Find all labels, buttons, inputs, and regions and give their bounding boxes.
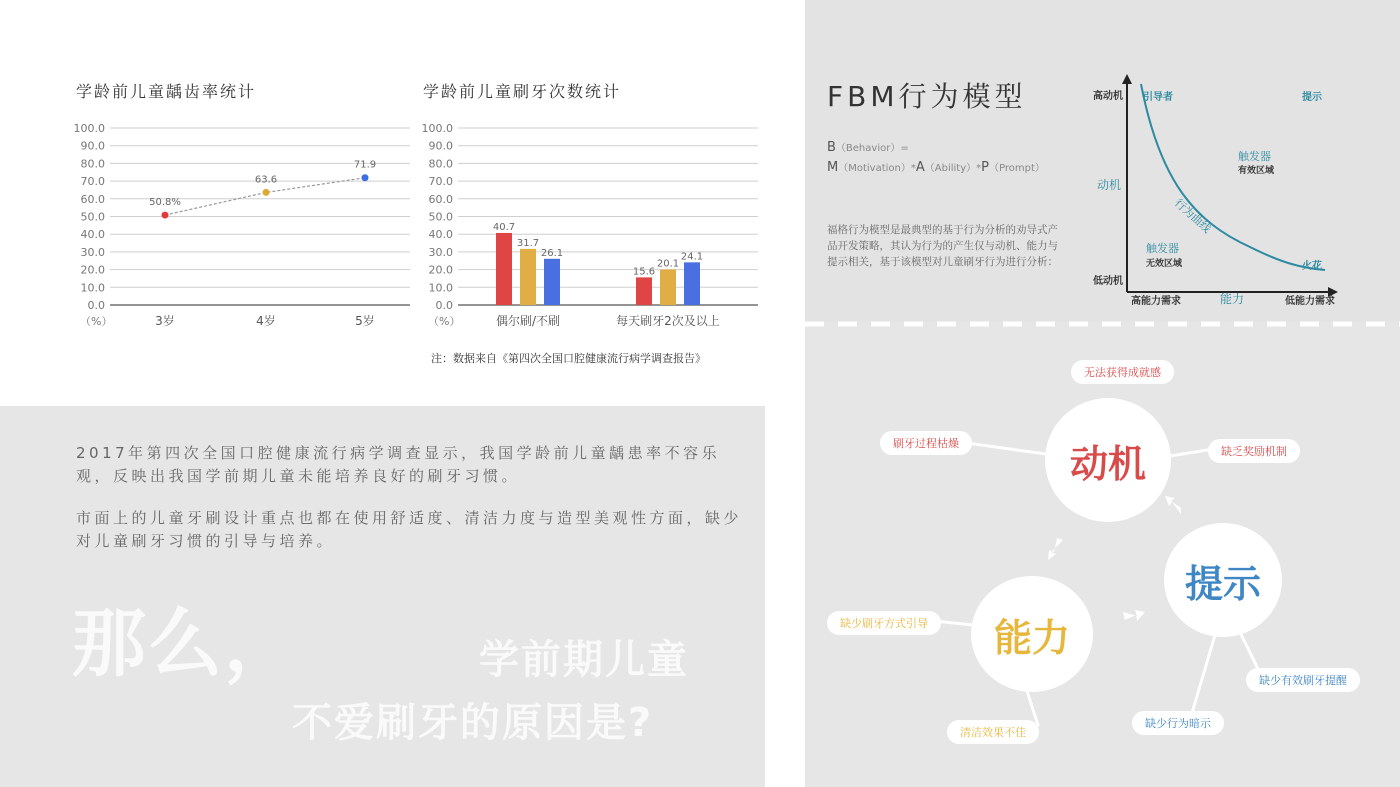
prompt-label: 提示	[1302, 92, 1322, 103]
fbm-title: FBM行为模型	[827, 80, 1027, 113]
data-label: 15.6	[632, 266, 656, 278]
y-tick-label: 90.0	[428, 139, 453, 153]
y-tick-label: 20.0	[80, 263, 105, 277]
y-tick-label: 80.0	[428, 157, 453, 171]
y-tick-label: 0.0	[435, 299, 453, 312]
x-high-label: 高能力需求	[1131, 296, 1181, 307]
y-tick-label: 70.0	[428, 175, 453, 189]
y-axis-arrow-icon	[1122, 74, 1132, 84]
y-tick-label: 90.0	[80, 139, 105, 153]
y-tick-label: 60.0	[80, 192, 105, 206]
trigger-effective-label: 触发器	[1238, 150, 1271, 163]
chart2-title: 学龄前儿童刷牙次数统计	[423, 82, 622, 101]
y-tick-label: 80.0	[80, 157, 105, 171]
fbm-formula-line1	[827, 139, 909, 155]
y-tick-label: 10.0	[80, 281, 105, 295]
formula-a: A	[915, 160, 925, 175]
y-low-label: 低动机	[1093, 276, 1123, 287]
formula-p: P	[981, 160, 989, 175]
x-low-label: 低能力需求	[1285, 296, 1335, 307]
pill-no-cue: 缺少行为暗示	[1132, 711, 1224, 735]
motivation-circle	[1045, 398, 1171, 522]
pill-no-method-guide: 缺少刷牙方式引导	[827, 611, 941, 635]
x-axis-label: 能力	[1220, 292, 1245, 306]
data-label: 24.1	[680, 251, 704, 263]
y-tick-label: 20.0	[428, 263, 453, 277]
y-tick-label: 60.0	[428, 192, 453, 206]
bar	[660, 269, 676, 305]
y-axis-label: 动机	[1097, 178, 1122, 192]
y-tick-label: 40.0	[80, 228, 105, 242]
data-point	[263, 189, 270, 196]
fbm-formula-line2	[827, 159, 1045, 175]
y-tick-label: 0.0	[87, 299, 105, 312]
fbm-description: 福格行为模型是最典型的基于行为分析的劝导式产品开发策略，其认为行为的产生仅与动机、能力与提示相关，基于该模型对儿童刷牙行为进行分析：	[827, 224, 1058, 268]
prompt-label: 提示	[1184, 561, 1261, 606]
arrow-motivation-to-ability-icon	[1048, 538, 1063, 560]
formula-m-sub: （Motivation）*	[838, 163, 916, 174]
dashed-divider	[805, 320, 1400, 328]
data-label: 31.7	[516, 237, 540, 249]
data-label: 40.7	[492, 221, 516, 233]
formula-p-sub: （Prompt）	[989, 163, 1045, 174]
data-label: 50.8%	[149, 197, 181, 209]
data-point	[162, 212, 169, 219]
bar	[496, 233, 512, 305]
trigger-ineffective-label: 触发器	[1146, 242, 1179, 255]
y-tick-label: 100.0	[73, 122, 105, 135]
guide-label: 引导者	[1143, 92, 1173, 103]
connector-p7	[1192, 635, 1215, 713]
motivation-label: 动机	[1069, 441, 1146, 486]
white-strip	[765, 406, 805, 787]
formula-m: M	[827, 160, 839, 175]
y-tick-label: 50.0	[80, 210, 105, 224]
connector-p2	[960, 442, 1053, 455]
data-label: 20.1	[656, 258, 680, 270]
y-tick-label: 40.0	[428, 228, 453, 242]
formula-b-sub: （Behavior）=	[835, 143, 909, 154]
x-tick-label: 5岁	[355, 314, 375, 328]
pill-poor-cleaning: 清洁效果不佳	[947, 720, 1039, 744]
data-source-note: 注：数据来自《第四次全国口腔健康流行病学调查报告》	[431, 352, 706, 365]
formula-b: B	[827, 140, 836, 155]
unit-label: （%）	[428, 315, 461, 328]
prompt-circle	[1164, 523, 1282, 637]
caries-rate-line-chart	[70, 115, 420, 340]
y-high-label: 高动机	[1093, 91, 1123, 102]
headline-line1: 那么，	[72, 601, 300, 687]
x-tick-label: 每天刷牙2次及以上	[616, 314, 720, 328]
unit-label: （%）	[80, 315, 113, 328]
bar	[520, 249, 536, 305]
ability-label: 能力	[993, 615, 1070, 660]
pill-no-achievement: 无法获得成就感	[1071, 360, 1174, 384]
data-label: 26.1	[540, 247, 564, 259]
y-tick-label: 100.0	[421, 122, 453, 135]
formula-a-sub: （Ability）*	[924, 163, 982, 174]
y-tick-label: 30.0	[80, 245, 105, 259]
pill-no-reward: 缺乏奖励机制	[1208, 439, 1300, 463]
headline-line2: 学前期儿童	[479, 637, 689, 683]
ability-circle	[971, 576, 1093, 692]
pill-no-reminder: 缺少有效刷牙提醒	[1246, 668, 1360, 692]
spark-label: 火花	[1302, 261, 1322, 272]
chart1-title: 学龄前儿童龋齿率统计	[76, 82, 257, 101]
pill-boring-process: 刷牙过程枯燥	[880, 431, 972, 455]
trigger-effective-zone: 有效区域	[1238, 166, 1275, 176]
data-label: 71.9	[353, 159, 377, 171]
y-tick-label: 70.0	[80, 175, 105, 189]
bar	[544, 259, 560, 305]
y-tick-label: 30.0	[428, 245, 453, 259]
bar	[684, 262, 700, 305]
paragraph-market: 市面上的儿童牙刷设计重点也都在使用舒适度、清洁力度与造型美观性方面，缺少对儿童刷牙习惯的引导与培养。	[76, 509, 743, 550]
brushing-frequency-bar-chart	[418, 115, 768, 340]
x-tick-label: 4岁	[256, 314, 276, 328]
x-tick-label: 偶尔刷/不刷	[495, 314, 561, 328]
data-point	[362, 174, 369, 181]
x-tick-label: 3岁	[155, 314, 175, 328]
y-tick-label: 10.0	[428, 281, 453, 295]
data-label: 63.6	[254, 174, 278, 186]
bar	[636, 277, 652, 305]
paragraph-survey: 2017年第四次全国口腔健康流行病学调查显示，我国学龄前儿童龋患率不容乐观，反映出我国学前期儿童未能培养良好的刷牙习惯。	[76, 444, 721, 485]
y-tick-label: 50.0	[428, 210, 453, 224]
fbm-behavior-graph	[1085, 72, 1385, 312]
arrow-prompt-to-motivation-icon	[1165, 496, 1181, 514]
arrow-ability-to-prompt-icon	[1123, 610, 1145, 621]
curve-label: 行为曲线	[1171, 196, 1214, 236]
headline-line3: 不爱刷牙的原因是?	[292, 700, 654, 746]
trigger-ineffective-zone: 无效区域	[1146, 259, 1183, 269]
